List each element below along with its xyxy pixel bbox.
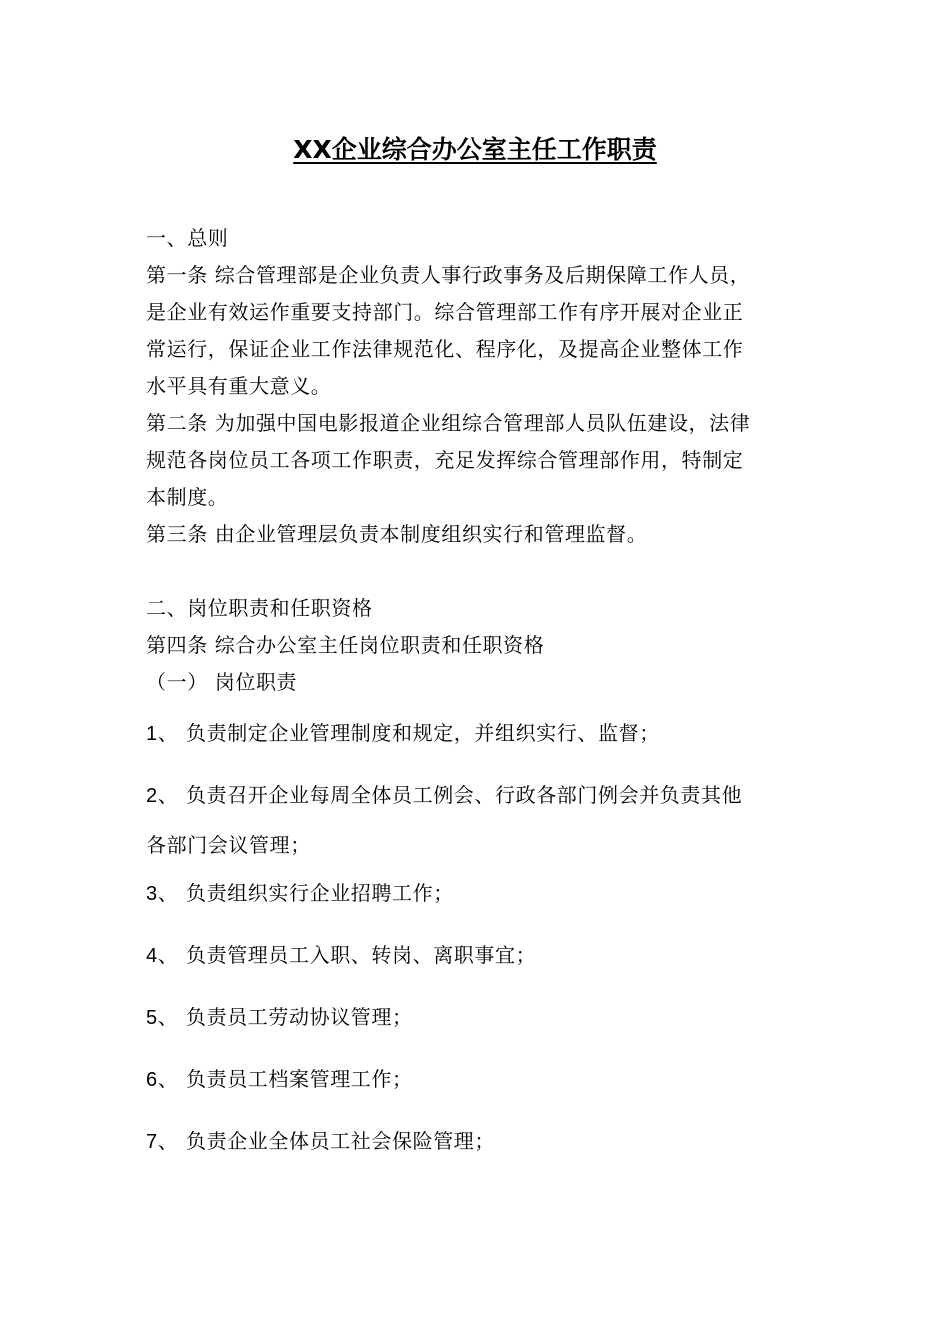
duty-item (146, 781, 742, 810)
duty-item-text: 负责企业全体员工社会保险管理； (186, 1129, 495, 1153)
document-title: XX企业综合办公室主任工作职责 (293, 135, 657, 164)
article-1-line-2: 是企业有效运作重要支持部门。综合管理部工作有序开展对企业正 (146, 300, 744, 324)
duty-item-number: 6、 (146, 1069, 179, 1091)
duty-item-number: 3、 (146, 883, 179, 905)
article-1-line-1: 第一条 综合管理部是企业负责人事行政事务及后期保障工作人员， (146, 263, 751, 287)
duty-item (146, 719, 660, 748)
article-1-line-4: 水平具有重大意义。 (146, 374, 332, 398)
section-heading-general: 一、总则 (146, 226, 229, 250)
duty-item (146, 1003, 413, 1032)
duty-item (146, 941, 536, 970)
article-2-line-1: 第二条 为加强中国电影报道企业组综合管理部人员队伍建设，法律 (146, 411, 751, 435)
duty-item (146, 879, 454, 908)
duty-item-number: 4、 (146, 945, 179, 967)
duty-item-text: 负责员工劳动协议管理； (186, 1005, 413, 1029)
article-3-line-1: 第三条 由企业管理层负责本制度组织实行和管理监督。 (146, 522, 648, 546)
duty-item-text: 负责制定企业管理制度和规定，并组织实行、监督； (186, 721, 660, 745)
duty-item (146, 1065, 413, 1094)
duty-item-number: 5、 (146, 1007, 179, 1029)
duty-item-number: 7、 (146, 1131, 179, 1153)
duty-item-number: 1、 (146, 723, 179, 745)
duty-item-number: 2、 (146, 785, 179, 807)
duty-item-text: 负责召开企业每周全体员工例会、行政各部门例会并负责其他 (186, 783, 743, 807)
article-1-line-3: 常运行，保证企业工作法律规范化、程序化，及提高企业整体工作 (146, 337, 744, 361)
section-heading-duties: 二、岗位职责和任职资格 (146, 596, 373, 620)
duty-item-text: 负责员工档案管理工作； (186, 1067, 413, 1091)
duty-item-continuation (146, 831, 311, 859)
article-4-line-1: 第四条 综合办公室主任岗位职责和任职资格 (146, 633, 545, 657)
duty-item (146, 1127, 495, 1156)
article-2-line-2: 规范各岗位员工各项工作职责，充足发挥综合管理部作用，特制定 (146, 448, 744, 472)
article-2-line-3: 本制度。 (146, 485, 229, 509)
duty-item-text: 负责组织实行企业招聘工作； (186, 881, 454, 905)
duty-item-text: 负责管理员工入职、转岗、离职事宜； (186, 943, 537, 967)
subsection-heading-duties: （一） 岗位职责 (146, 670, 298, 694)
duty-item-text: 各部门会议管理； (146, 833, 311, 857)
